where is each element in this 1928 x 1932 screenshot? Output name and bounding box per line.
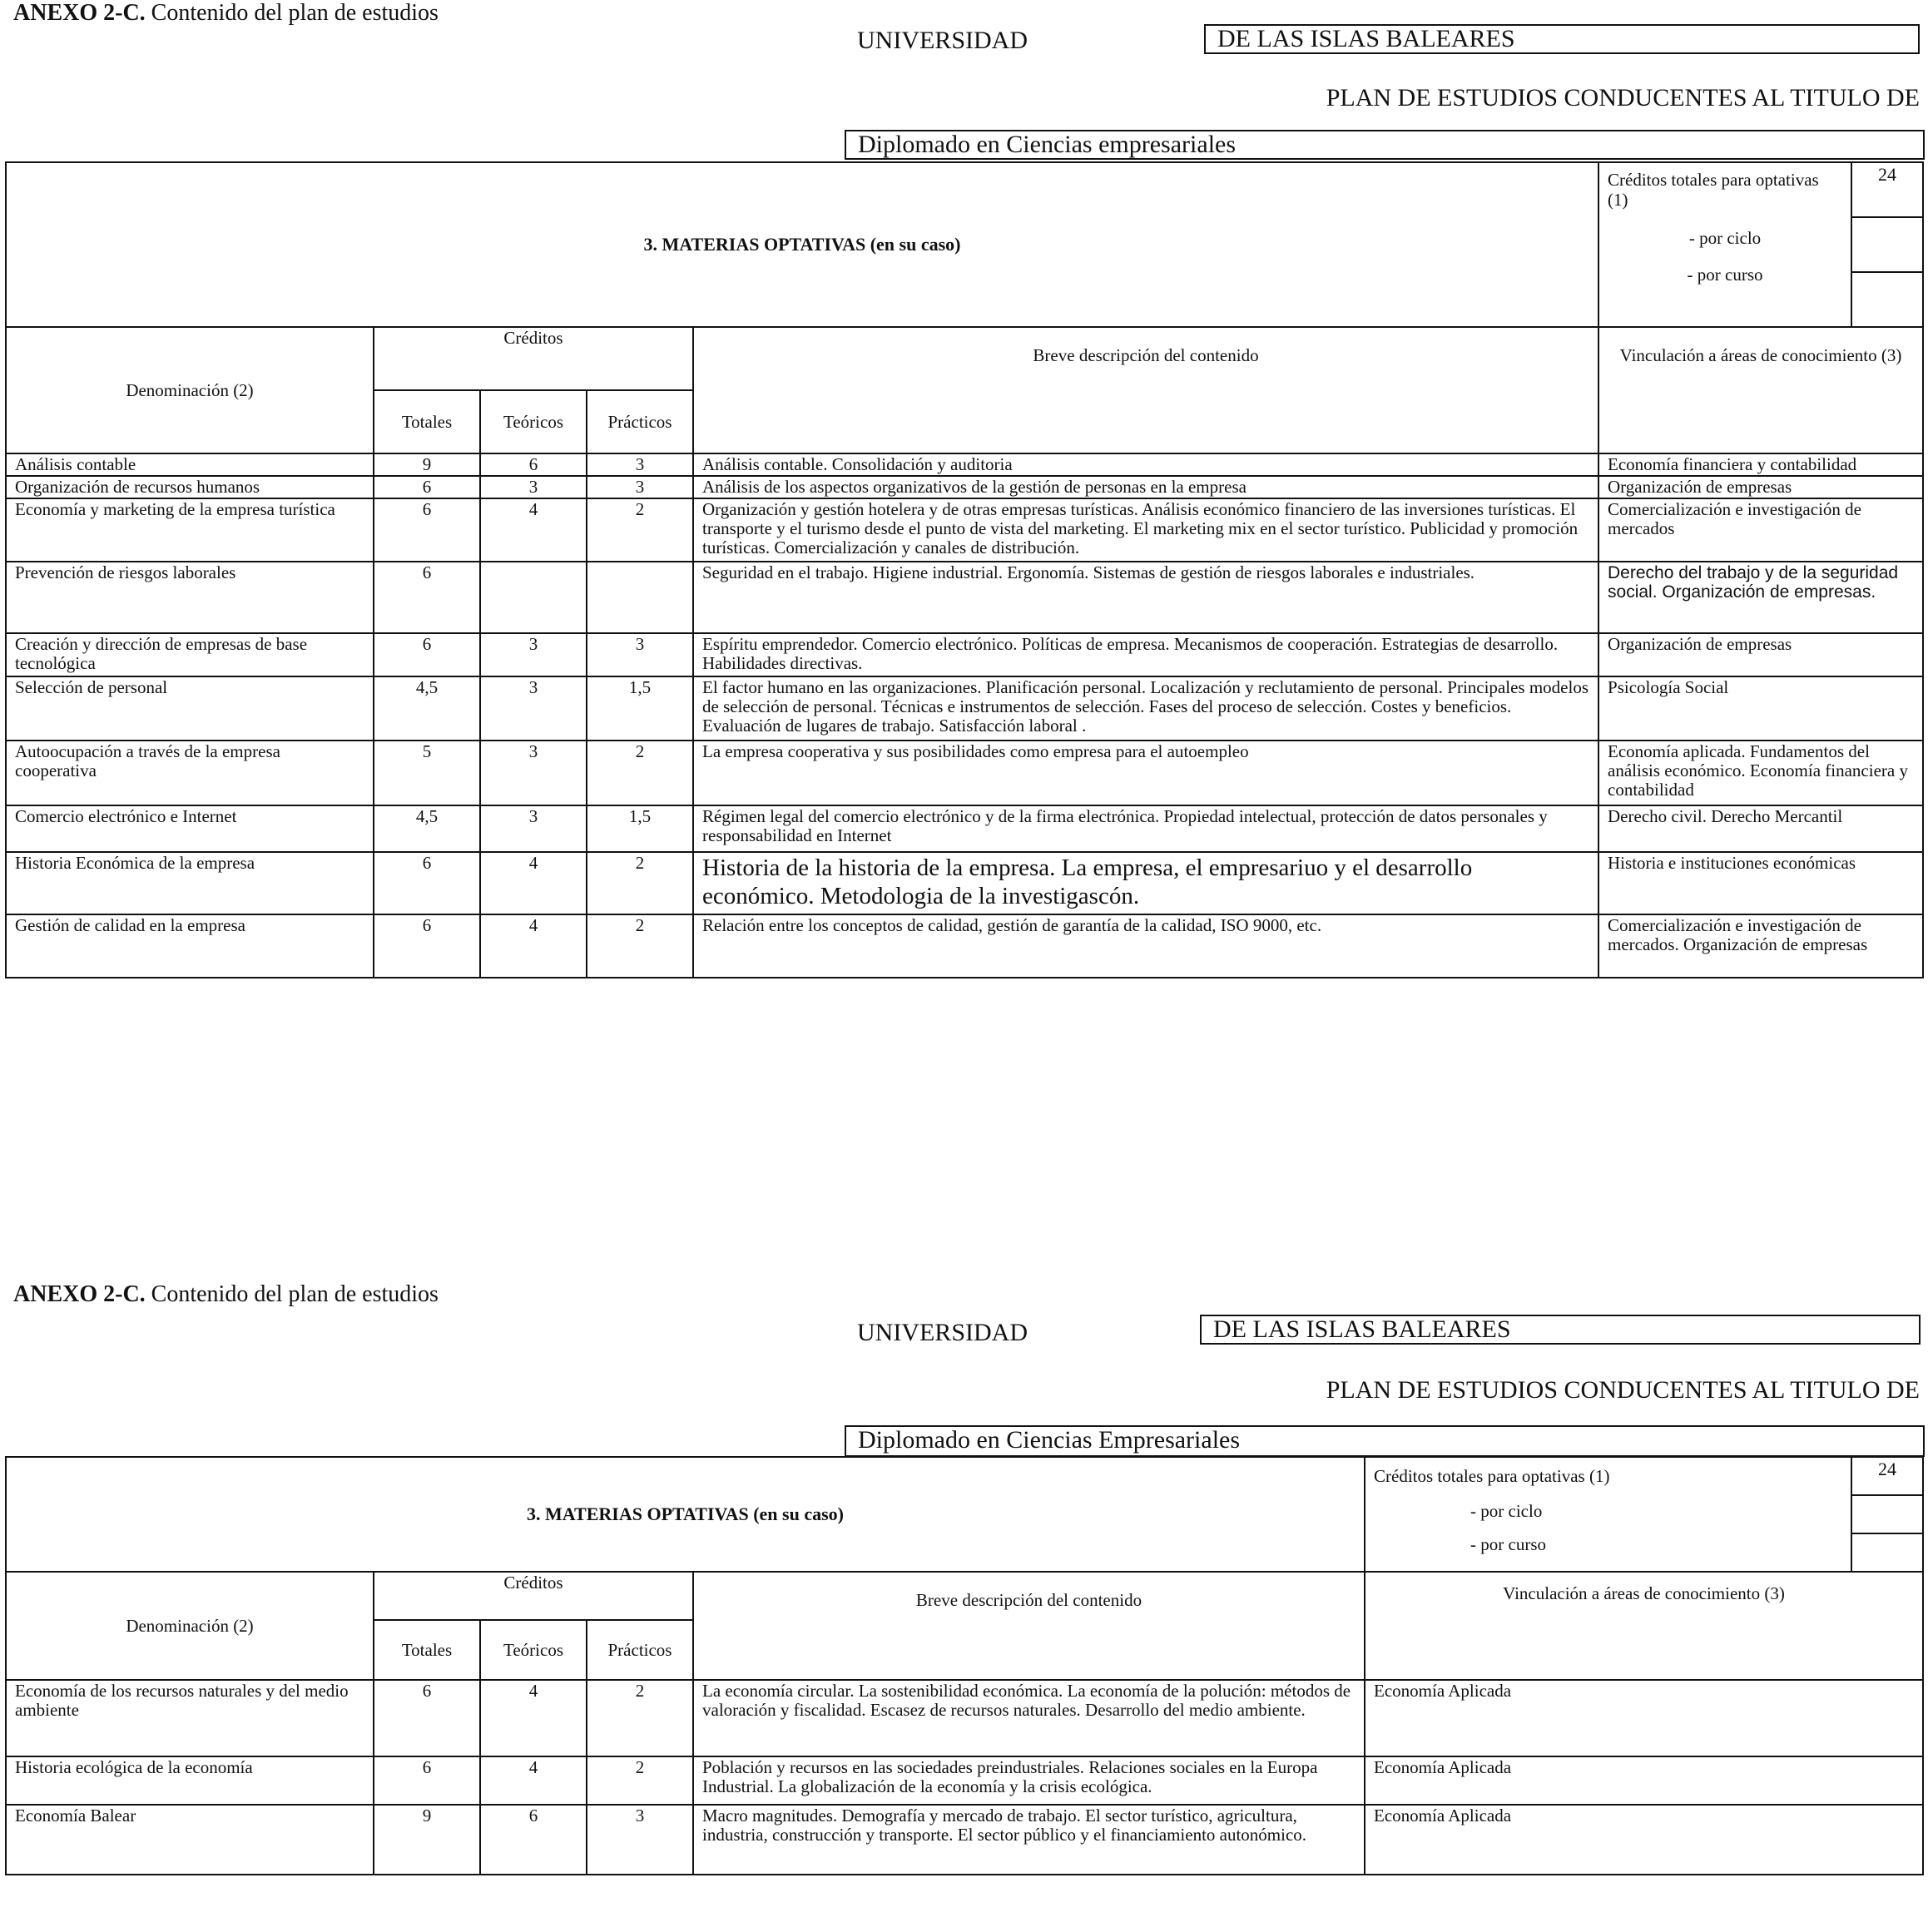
credits-total-label: Créditos totales para optativas (1) — [1608, 170, 1819, 210]
row-description: Régimen legal del comercio electrónico y de la firma electrónica. Propiedad intelectual, protección de datos personales y responsabilidad en Internet — [693, 805, 1598, 852]
row-teoricos: 4 — [480, 914, 587, 978]
row-name: Autoocupación a través de la empresa cooperativa — [6, 741, 374, 805]
row-practicos: 1,5 — [587, 805, 693, 852]
row-name: Selección de personal — [6, 676, 374, 741]
row-name: Economía de los recursos naturales y del medio ambiente — [6, 1680, 374, 1756]
header-totales: Totales — [374, 390, 480, 453]
credits-curso-value — [1852, 1534, 1922, 1571]
row-name: Organización de recursos humanos — [6, 476, 374, 498]
credits-total-label: Créditos totales para optativas (1) — [1374, 1466, 1610, 1486]
row-area: Economía aplicada. Fundamentos del análisis económico. Economía financiera y contabilidad — [1598, 741, 1923, 805]
plan-title: PLAN DE ESTUDIOS CONDUCENTES AL TITULO DE — [1326, 84, 1920, 111]
row-area: Economía financiera y contabilidad — [1598, 453, 1923, 476]
row-area: Economía Aplicada — [1365, 1756, 1923, 1805]
degree-box: Diplomado en Ciencias empresariales — [845, 130, 1925, 160]
page-2 — [0, 1281, 1928, 1932]
row-description: La economía circular. La sostenibilidad económica. La economía de la polución: métodos de valoración y fiscalidad. Escasez de recursos naturales. Desarrollo del medio ambiente. — [693, 1680, 1365, 1756]
table-row — [6, 1680, 1923, 1756]
optativas-table — [5, 1456, 1924, 1875]
universidad-label: UNIVERSIDAD — [857, 27, 1028, 54]
table-row — [6, 476, 1923, 498]
row-name: Comercio electrónico e Internet — [6, 805, 374, 852]
row-description: Macro magnitudes. Demografía y mercado de trabajo. El sector turístico, agricultura, industria, construcción y transporte. El sector público y el financiamiento autonómico. — [693, 1805, 1365, 1875]
row-totales: 6 — [374, 562, 480, 633]
table-row — [6, 633, 1923, 676]
row-name: Historia Económica de la empresa — [6, 852, 374, 914]
row-teoricos: 3 — [480, 633, 587, 676]
section-title: 3. MATERIAS OPTATIVAS (en su caso) — [6, 1457, 1365, 1572]
row-totales: 9 — [374, 1805, 480, 1875]
row-totales: 6 — [374, 476, 480, 498]
row-practicos: 2 — [587, 741, 693, 805]
row-name: Gestión de calidad en la empresa — [6, 914, 374, 978]
row-teoricos: 3 — [480, 476, 587, 498]
row-description: La empresa cooperativa y sus posibilidades como empresa para el autoempleo — [693, 741, 1598, 805]
header-vinculacion: Vinculación a áreas de conocimiento (3) — [1365, 1572, 1923, 1680]
row-teoricos: 6 — [480, 1805, 587, 1875]
row-name: Economía y marketing de la empresa turística — [6, 498, 374, 562]
row-description: Historia de la historia de la empresa. La empresa, el empresariuo y el desarrollo económico. Metodologia de la investigascón. — [693, 852, 1598, 914]
anexo-heading: ANEXO 2-C. Contenido del plan de estudios — [13, 1281, 439, 1307]
row-totales: 4,5 — [374, 676, 480, 741]
header-descripcion: Breve descripción del contenido — [693, 327, 1598, 453]
header-descripcion: Breve descripción del contenido — [693, 1572, 1365, 1680]
row-name: Prevención de riesgos laborales — [6, 562, 374, 633]
row-description: Seguridad en el trabajo. Higiene industrial. Ergonomía. Sistemas de gestión de riesgos laborales e industriales. — [693, 562, 1598, 633]
table-row — [6, 562, 1923, 633]
row-teoricos: 3 — [480, 741, 587, 805]
credits-ciclo-value — [1852, 1496, 1922, 1534]
degree-box: Diplomado en Ciencias Empresariales — [845, 1425, 1925, 1457]
universidad-value-box: DE LAS ISLAS BALEARES — [1200, 1315, 1921, 1345]
row-area: Historia e instituciones económicas — [1598, 852, 1923, 914]
row-teoricos: 4 — [480, 1756, 587, 1805]
row-area: Psicología Social — [1598, 676, 1923, 741]
row-description: Análisis de los aspectos organizativos de la gestión de personas en la empresa — [693, 476, 1598, 498]
row-name: Historia ecológica de la economía — [6, 1756, 374, 1805]
header-totales: Totales — [374, 1620, 480, 1680]
row-teoricos: 3 — [480, 805, 587, 852]
row-practicos: 2 — [587, 498, 693, 562]
row-description: Análisis contable. Consolidación y auditoria — [693, 453, 1598, 476]
anexo-heading: ANEXO 2-C. Contenido del plan de estudios — [13, 0, 439, 26]
row-area: Economía Aplicada — [1365, 1805, 1923, 1875]
table-row — [6, 676, 1923, 741]
row-name: Análisis contable — [6, 453, 374, 476]
plan-title: PLAN DE ESTUDIOS CONDUCENTES AL TITULO DE — [1326, 1376, 1920, 1404]
row-totales: 6 — [374, 1756, 480, 1805]
header-denominacion: Denominación (2) — [6, 327, 374, 453]
row-area: Derecho del trabajo y de la seguridad social. Organización de empresas. — [1598, 562, 1923, 633]
row-practicos: 3 — [587, 476, 693, 498]
row-totales: 6 — [374, 852, 480, 914]
credits-curso-value — [1852, 273, 1922, 326]
row-practicos: 3 — [587, 453, 693, 476]
header-vinculacion: Vinculación a áreas de conocimiento (3) — [1598, 327, 1923, 453]
row-teoricos: 4 — [480, 1680, 587, 1756]
row-area: Economía Aplicada — [1365, 1680, 1923, 1756]
row-teoricos: 3 — [480, 676, 587, 741]
row-totales: 6 — [374, 914, 480, 978]
row-teoricos: 4 — [480, 498, 587, 562]
optativas-table — [5, 161, 1924, 978]
row-practicos: 3 — [587, 1805, 693, 1875]
row-totales: 6 — [374, 498, 480, 562]
por-ciclo-label: - por ciclo — [1470, 1501, 1543, 1521]
row-practicos: 1,5 — [587, 676, 693, 741]
header-teoricos: Teóricos — [480, 1620, 587, 1680]
row-area: Comercialización e investigación de mercados — [1598, 498, 1923, 562]
row-description: Organización y gestión hotelera y de otras empresas turísticas. Análisis económico financiero de las inversiones turísticas. El transporte y el turismo desde el punto de vista del marketing. El marketing mix en el sector turístico. Publicidad y promoción turísticas. Comercialización y canales de distribución. — [693, 498, 1598, 562]
table-row — [6, 453, 1923, 476]
row-totales: 6 — [374, 633, 480, 676]
row-area: Organización de empresas — [1598, 633, 1923, 676]
table-row — [6, 1756, 1923, 1805]
row-teoricos: 4 — [480, 852, 587, 914]
table-row — [6, 805, 1923, 852]
row-area: Organización de empresas — [1598, 476, 1923, 498]
row-practicos: 3 — [587, 633, 693, 676]
universidad-label: UNIVERSIDAD — [857, 1319, 1028, 1346]
row-name: Creación y dirección de empresas de base tecnológica — [6, 633, 374, 676]
table-row — [6, 741, 1923, 805]
header-denominacion: Denominación (2) — [6, 1572, 374, 1680]
table-row — [6, 498, 1923, 562]
row-description: Población y recursos en las sociedades preindustriales. Relaciones sociales en la Europa Industrial. La globalización de la economía y la crisis ecológica. — [693, 1756, 1365, 1805]
header-creditos: Créditos — [374, 1572, 693, 1620]
table-row — [6, 1805, 1923, 1875]
universidad-value-box: DE LAS ISLAS BALEARES — [1204, 24, 1920, 54]
header-practicos: Prácticos — [587, 390, 693, 453]
row-practicos — [587, 562, 693, 633]
row-totales: 9 — [374, 453, 480, 476]
row-practicos: 2 — [587, 914, 693, 978]
credits-total-value: 24 — [1852, 1458, 1922, 1496]
credits-total-value: 24 — [1852, 163, 1922, 218]
row-totales: 6 — [374, 1680, 480, 1756]
por-curso-label: - por curso — [1470, 1534, 1546, 1554]
row-teoricos: 6 — [480, 453, 587, 476]
table-row — [6, 914, 1923, 978]
table-row — [6, 852, 1923, 914]
row-name: Economía Balear — [6, 1805, 374, 1875]
row-area: Comercialización e investigación de mercados. Organización de empresas — [1598, 914, 1923, 978]
credits-total-cell — [1598, 162, 1923, 327]
por-ciclo-label: - por ciclo — [1688, 228, 1762, 248]
row-description: El factor humano en las organizaciones. Planificación personal. Localización y reclutamiento de personal. Principales modelos de selección de personal. Técnicas e instrumentos de selección. Fases del proceso de selección. Costes y beneficios. Evaluación de lugares de trabajo. Satisfacción laboral . — [693, 676, 1598, 741]
row-practicos: 2 — [587, 852, 693, 914]
row-area: Derecho civil. Derecho Mercantil — [1598, 805, 1923, 852]
header-practicos: Prácticos — [587, 1620, 693, 1680]
row-totales: 4,5 — [374, 805, 480, 852]
header-teoricos: Teóricos — [480, 390, 587, 453]
row-teoricos — [480, 562, 587, 633]
credits-total-cell — [1365, 1457, 1923, 1572]
credits-ciclo-value — [1852, 218, 1922, 273]
row-description: Relación entre los conceptos de calidad, gestión de garantía de la calidad, ISO 9000, etc. — [693, 914, 1598, 978]
section-title: 3. MATERIAS OPTATIVAS (en su caso) — [6, 162, 1598, 327]
row-totales: 5 — [374, 741, 480, 805]
por-curso-label: - por curso — [1687, 265, 1763, 285]
row-practicos: 2 — [587, 1756, 693, 1805]
header-creditos: Créditos — [374, 327, 693, 390]
row-description: Espíritu emprendedor. Comercio electrónico. Políticas de empresa. Mecanismos de cooperación. Estrategias de desarrollo. Habilidades directivas. — [693, 633, 1598, 676]
row-practicos: 2 — [587, 1680, 693, 1756]
